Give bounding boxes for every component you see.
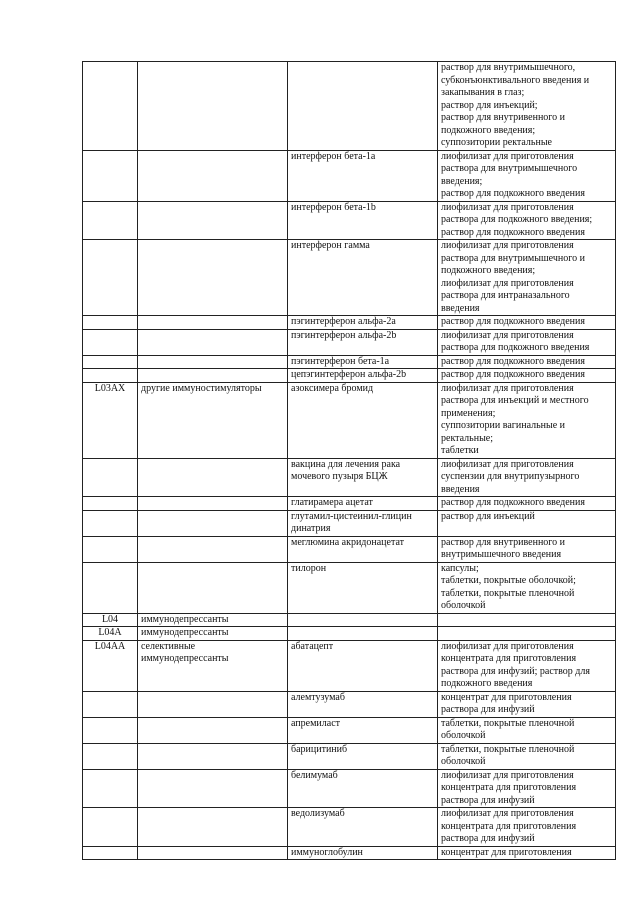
dosage-form-cell: лиофилизат для приготовления раствора для инъекций и местного применения; суппозитории вагинальные и ректальные; таблетки <box>438 382 616 458</box>
atc-code-cell <box>83 562 138 613</box>
atc-code-cell: L04 <box>83 613 138 627</box>
table-row <box>83 562 616 613</box>
atc-code-cell <box>83 717 138 743</box>
dosage-form-cell: раствор для подкожного введения <box>438 369 616 383</box>
drug-name-cell: барицитиниб <box>288 743 438 769</box>
atc-group-cell <box>138 562 288 613</box>
atc-group-cell <box>138 62 288 151</box>
drug-name-cell: пэгинтерферон бета-1a <box>288 355 438 369</box>
atc-group-cell <box>138 769 288 808</box>
dosage-form-cell: раствор для подкожного введения <box>438 316 616 330</box>
table-row <box>83 808 616 847</box>
atc-group-cell <box>138 201 288 240</box>
drug-name-cell: пэгинтерферон альфа-2b <box>288 329 438 355</box>
dosage-form-cell: раствор для подкожного введения <box>438 497 616 511</box>
table-row <box>83 201 616 240</box>
atc-group-cell <box>138 369 288 383</box>
atc-code-cell <box>83 355 138 369</box>
atc-group-cell: иммунодепрессанты <box>138 627 288 641</box>
table-row <box>83 329 616 355</box>
dosage-form-cell: раствор для внутривенного и внутримышечного введения <box>438 536 616 562</box>
drug-name-cell: глутамил-цистеинил-глицин динатрия <box>288 510 438 536</box>
atc-code-cell <box>83 62 138 151</box>
table-row <box>83 510 616 536</box>
dosage-form-cell: концентрат для приготовления раствора для инфузий <box>438 691 616 717</box>
atc-code-cell: L04AA <box>83 640 138 691</box>
drug-name-cell: интерферон бета-1a <box>288 150 438 201</box>
atc-group-cell <box>138 355 288 369</box>
dosage-form-cell <box>438 627 616 641</box>
drug-name-cell: цепэгинтерферон альфа-2b <box>288 369 438 383</box>
atc-group-cell <box>138 458 288 497</box>
drug-name-cell: алемтузумаб <box>288 691 438 717</box>
drug-name-cell <box>288 62 438 151</box>
atc-code-cell: L03AX <box>83 382 138 458</box>
table-row <box>83 536 616 562</box>
atc-code-cell <box>83 329 138 355</box>
atc-group-cell <box>138 808 288 847</box>
atc-group-cell: иммунодепрессанты <box>138 613 288 627</box>
atc-code-cell <box>83 691 138 717</box>
atc-group-cell <box>138 846 288 860</box>
atc-group-cell <box>138 536 288 562</box>
drug-name-cell: азоксимера бромид <box>288 382 438 458</box>
dosage-form-cell: таблетки, покрытые пленочной оболочкой <box>438 743 616 769</box>
dosage-form-cell: лиофилизат для приготовления суспензии для внутрипузырного введения <box>438 458 616 497</box>
drug-name-cell: белимумаб <box>288 769 438 808</box>
dosage-form-cell: лиофилизат для приготовления концентрата для приготовления раствора для инфузий; раствор для подкожного введения <box>438 640 616 691</box>
drug-name-cell: пэгинтерферон альфа-2a <box>288 316 438 330</box>
drug-name-cell: меглюмина акридонацетат <box>288 536 438 562</box>
drug-name-cell: глатирамера ацетат <box>288 497 438 511</box>
atc-group-cell <box>138 743 288 769</box>
dosage-form-cell: раствор для инъекций <box>438 510 616 536</box>
drug-name-cell: вакцина для лечения рака мочевого пузыря БЦЖ <box>288 458 438 497</box>
dosage-form-cell: капсулы; таблетки, покрытые оболочкой; таблетки, покрытые пленочной оболочкой <box>438 562 616 613</box>
table-row <box>83 846 616 860</box>
table-row <box>83 316 616 330</box>
atc-code-cell: L04A <box>83 627 138 641</box>
atc-group-cell <box>138 316 288 330</box>
atc-code-cell <box>83 240 138 316</box>
table-row <box>83 150 616 201</box>
atc-group-cell <box>138 691 288 717</box>
drug-name-cell <box>288 627 438 641</box>
atc-code-cell <box>83 510 138 536</box>
dosage-form-cell: концентрат для приготовления <box>438 846 616 860</box>
dosage-form-cell <box>438 613 616 627</box>
dosage-form-cell: лиофилизат для приготовления раствора для внутримышечного введения; раствор для подкожного введения <box>438 150 616 201</box>
table-row <box>83 458 616 497</box>
dosage-form-cell: лиофилизат для приготовления концентрата для приготовления раствора для инфузий <box>438 808 616 847</box>
atc-code-cell <box>83 743 138 769</box>
dosage-form-cell: раствор для подкожного введения <box>438 355 616 369</box>
atc-group-cell <box>138 329 288 355</box>
atc-group-cell <box>138 497 288 511</box>
table-row <box>83 497 616 511</box>
table-row <box>83 769 616 808</box>
drug-name-cell <box>288 613 438 627</box>
atc-group-cell: другие иммуностимуляторы <box>138 382 288 458</box>
table-row <box>83 627 616 641</box>
drug-name-cell: апремиласт <box>288 717 438 743</box>
atc-code-cell <box>83 150 138 201</box>
dosage-form-cell: раствор для внутримышечного, субконъюнктивального введения и закапывания в глаз; раствор для инъекций; раствор для внутривенного и подкожного введения; суппозитории ректальные <box>438 62 616 151</box>
atc-group-cell <box>138 240 288 316</box>
table-row <box>83 743 616 769</box>
table-row <box>83 240 616 316</box>
table-row <box>83 355 616 369</box>
drug-name-cell: интерферон гамма <box>288 240 438 316</box>
drug-name-cell: тилорон <box>288 562 438 613</box>
drug-name-cell: абатацепт <box>288 640 438 691</box>
dosage-form-cell: таблетки, покрытые пленочной оболочкой <box>438 717 616 743</box>
table-row <box>83 640 616 691</box>
atc-group-cell <box>138 510 288 536</box>
atc-code-cell <box>83 369 138 383</box>
table-row <box>83 62 616 151</box>
dosage-form-cell: лиофилизат для приготовления концентрата для приготовления раствора для инфузий <box>438 769 616 808</box>
atc-group-cell: селективные иммунодепрессанты <box>138 640 288 691</box>
dosage-form-cell: лиофилизат для приготовления раствора для подкожного введения; раствор для подкожного введения <box>438 201 616 240</box>
atc-code-cell <box>83 316 138 330</box>
table-row <box>83 369 616 383</box>
table-row <box>83 613 616 627</box>
dosage-form-cell: лиофилизат для приготовления раствора для подкожного введения <box>438 329 616 355</box>
atc-code-cell <box>83 769 138 808</box>
atc-code-cell <box>83 846 138 860</box>
atc-code-cell <box>83 497 138 511</box>
atc-code-cell <box>83 808 138 847</box>
atc-code-cell <box>83 536 138 562</box>
drug-name-cell: иммуноглобулин <box>288 846 438 860</box>
drug-name-cell: интерферон бета-1b <box>288 201 438 240</box>
medicines-table <box>82 61 616 860</box>
atc-code-cell <box>83 458 138 497</box>
table-row <box>83 717 616 743</box>
table-row <box>83 382 616 458</box>
dosage-form-cell: лиофилизат для приготовления раствора для внутримышечного и подкожного введения; лиофилизат для приготовления раствора для интраназального введения <box>438 240 616 316</box>
table-row <box>83 691 616 717</box>
atc-code-cell <box>83 201 138 240</box>
atc-group-cell <box>138 150 288 201</box>
atc-group-cell <box>138 717 288 743</box>
drug-name-cell: ведолизумаб <box>288 808 438 847</box>
